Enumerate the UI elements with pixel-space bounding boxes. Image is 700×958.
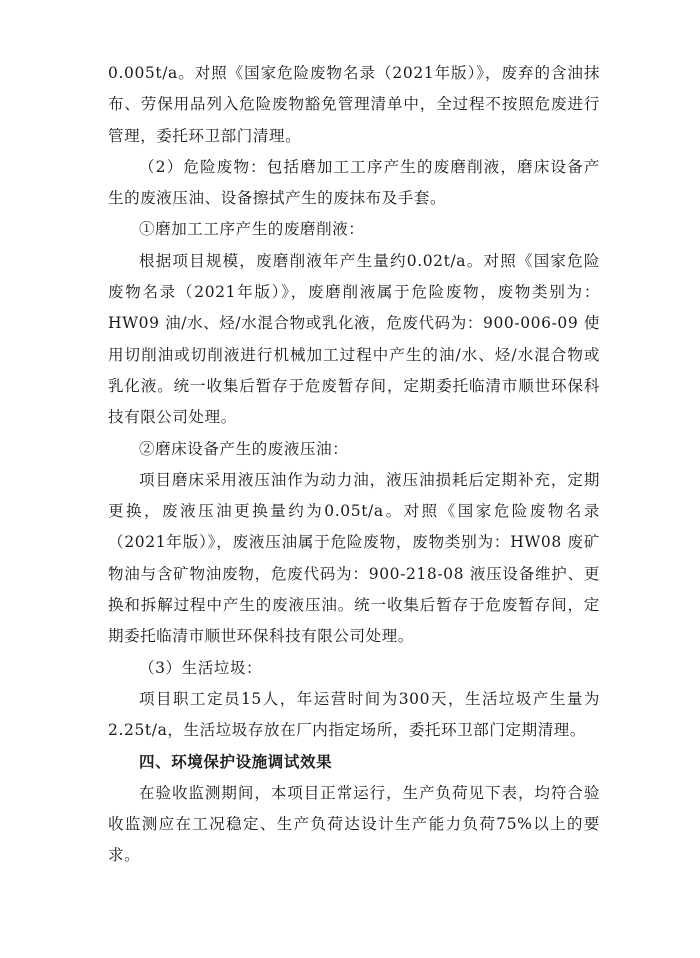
subheading-grinding-fluid: ①磨加工工序产生的废磨削液： xyxy=(139,220,365,239)
subheading-domestic-garbage: （3）生活垃圾： xyxy=(139,658,263,677)
paragraph-grinding-fluid: 根据项目规模，废磨削液年产生量约0.02t/a。对照《国家危险废物名录（2021年版）》，废磨削液属于危险废物，废物类别为：HW09 油/水、烃/水混合物或乳化液，危废代码为：900-006-09 使用切削油或切削液进行机械加工过程中产生的油/水、烃/水混合物或乳化液。统一收集后暂存于危废暂存间，定期委托临清市顺世环保科技有限公司处理。 xyxy=(108,251,600,427)
paragraph-hazardous-waste: （2）危险废物：包括磨加工工序产生的废磨削液，磨床设备产生的废液压油、设备擦拭产生的废抹布及手套。 xyxy=(108,157,600,208)
document-body xyxy=(108,58,600,872)
paragraph-waste-rags: 0.005t/a。对照《国家危险废物名录（2021年版）》，废弃的含油抹布、劳保用品列入危险废物豁免管理清单中，全过程不按照危废进行管理，委托环卫部门清理。 xyxy=(108,64,600,145)
paragraph-domestic-garbage: 项目职工定员15人，年运营时间为300天，生活垃圾产生量为2.25t/a，生活垃圾存放在厂内指定场所，委托环卫部门定期清理。 xyxy=(108,689,600,740)
paragraph-monitoring-load: 在验收监测期间，本项目正常运行，生产负荷见下表，均符合验收监测应在工况稳定、生产负荷达设计生产能力负荷75%以上的要求。 xyxy=(108,783,600,865)
section-heading-environmental-facilities: 四、环境保护设施调试效果 xyxy=(139,752,333,771)
paragraph-hydraulic-oil: 项目磨床采用液压油作为动力油，液压油损耗后定期补充，定期更换，废液压油更换量约为0.05t/a。对照《国家危险废物名录（2021年版）》，废液压油属于危险废物，废物类别为：HW08 废矿物油与含矿物油废物，危废代码为：900-218-08 液压设备维护、更换和拆解过程中产生的废液压油。统一收集后暂存于危废暂存间，定期委托临清市顺世环保科技有限公司处理。 xyxy=(108,470,600,646)
subheading-hydraulic-oil: ②磨床设备产生的废液压油： xyxy=(139,439,349,458)
